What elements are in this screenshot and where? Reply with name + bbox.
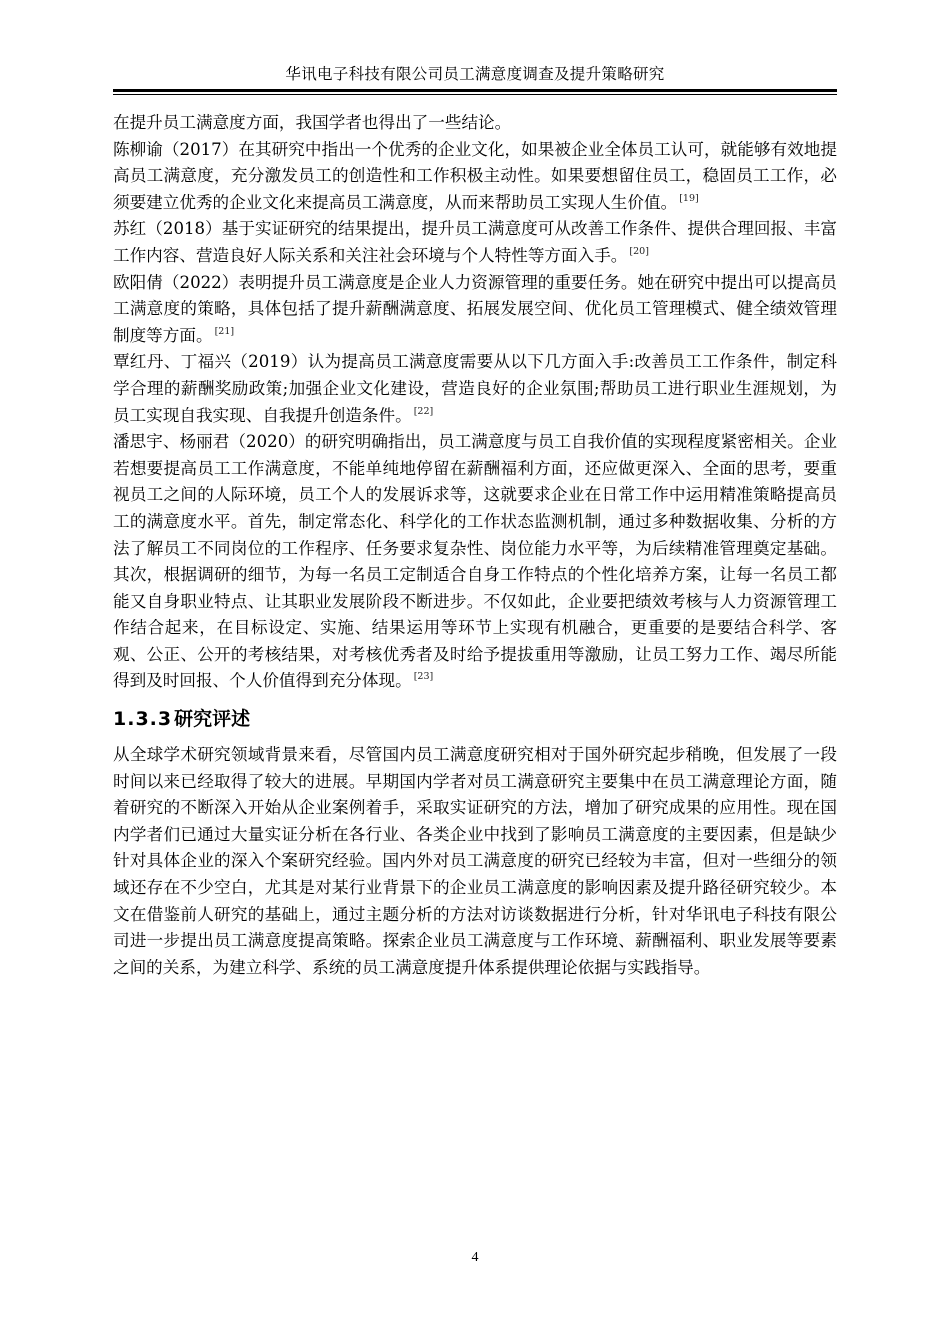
body-text [113,110,837,981]
paragraph-text: 潘思宇、杨丽君（2020）的研究明确指出，员工满意度与员工自我价值的实现程度紧密相关。企业若想要提高员工工作满意度，不能单纯地停留在薪酬福利方面，还应做更深入、全面的思考，要重视员工之间的人际环境，员工个人的发展诉求等，这就要求企业在日常工作中运用精准策略提高员工的满意度水平。首先，制定常态化、科学化的工作状态监测机制，通过多种数据收集、分析的方法了解员工不同岗位的工作程序、任务要求复杂性、岗位能力水平等，为后续精准管理奠定基础。其次，根据调研的细节，为每一名员工定制适合自身工作特点的个性化培养方案，让每一名员工都能又自身职业特点、让其职业发展阶段不断进步。不仅如此，企业要把绩效考核与人力资源管理工作结合起来，在目标设定、实施、结果运用等环节上实现有机融合，更重要的是要结合科学、客观、公正、公开的考核结果，对考核优秀者及时给予提拔重用等激励，让员工努力工作、竭尽所能得到及时回报、个人价值得到充分体现。 [113,432,837,691]
paragraph-text: 在提升员工满意度方面，我国学者也得出了一些结论。 [113,113,512,132]
citation-ref: [22] [413,405,434,417]
paragraph-chen [113,137,837,217]
paragraph-intro [113,110,837,137]
section-title: 研究评述 [174,708,251,731]
running-header: 华讯电子科技有限公司员工满意度调查及提升策略研究 [285,65,665,83]
citation-ref: [19] [679,192,699,204]
header-rule-thick [113,89,837,92]
paragraph-text: 覃红丹、丁福兴（2019）认为提高员工满意度需要从以下几方面入手:改善员工工作条件，制定科学合理的薪酬奖励政策;加强企业文化建设，营造良好的企业氛围;帮助员工进行职业生涯规划，为员工实现自我实现、自我提升创造条件。 [113,352,837,425]
section-heading [113,702,837,736]
paragraph-tan [113,349,837,429]
header-rule-thin [113,94,837,95]
paragraph-review: 从全球学术研究领域背景来看，尽管国内员工满意度研究相对于国外研究起步稍晚，但发展了一段时间以来已经取得了较大的进展。早期国内学者对员工满意研究主要集中在员工满意理论方面，随着研究的不断深入开始从企业案例着手，采取实证研究的方法，增加了研究成果的应用性。现在国内学者们已通过大量实证分析在各行业、各类企业中找到了影响员工满意度的主要因素，但是缺少针对具体企业的深入个案研究经验。国内外对员工满意度的研究已经较为丰富，但对一些细分的领域还存在不少空白，尤其是对某行业背景下的企业员工满意度的影响因素及提升路径研究较少。本文在借鉴前人研究的基础上，通过主题分析的方法对访谈数据进行分析，针对华讯电子科技有限公司进一步提出员工满意度提高策略。探索企业员工满意度与工作环境、薪酬福利、职业发展等要素之间的关系，为建立科学、系统的员工满意度提升体系提供理论依据与实践指导。 [113,745,837,977]
page-number: 4 [471,1250,479,1265]
citation-ref: [23] [413,671,434,683]
paragraph-text: 陈柳谕（2017）在其研究中指出一个优秀的企业文化，如果被企业全体员工认可，就能够有效地提高员工满意度，充分激发员工的创造性和工作积极主动性。如果要想留住员工，稳固员工工作，必须要建立优秀的企业文化来提高员工满意度，从而来帮助员工实现人生价值。 [113,139,837,212]
paragraph-ouyang [113,270,837,350]
paragraph-text: 欧阳倩（2022）表明提升员工满意度是企业人力资源管理的重要任务。她在研究中提出可以提高员工满意度的策略，具体包括了提升薪酬满意度、拓展发展空间、优化员工管理模式、健全绩效管理制度等方面。 [113,272,837,345]
paragraph-text: 苏红（2018）基于实证研究的结果提出，提升员工满意度可从改善工作条件、提供合理回报、丰富工作内容、营造良好人际关系和关注社会环境与个人特性等方面入手。 [113,219,837,265]
section-number: 1.3.3 [113,708,173,731]
paragraph-pan [113,429,837,695]
paragraph-su [113,216,837,269]
citation-ref: [20] [629,245,649,257]
citation-ref: [21] [214,325,235,337]
